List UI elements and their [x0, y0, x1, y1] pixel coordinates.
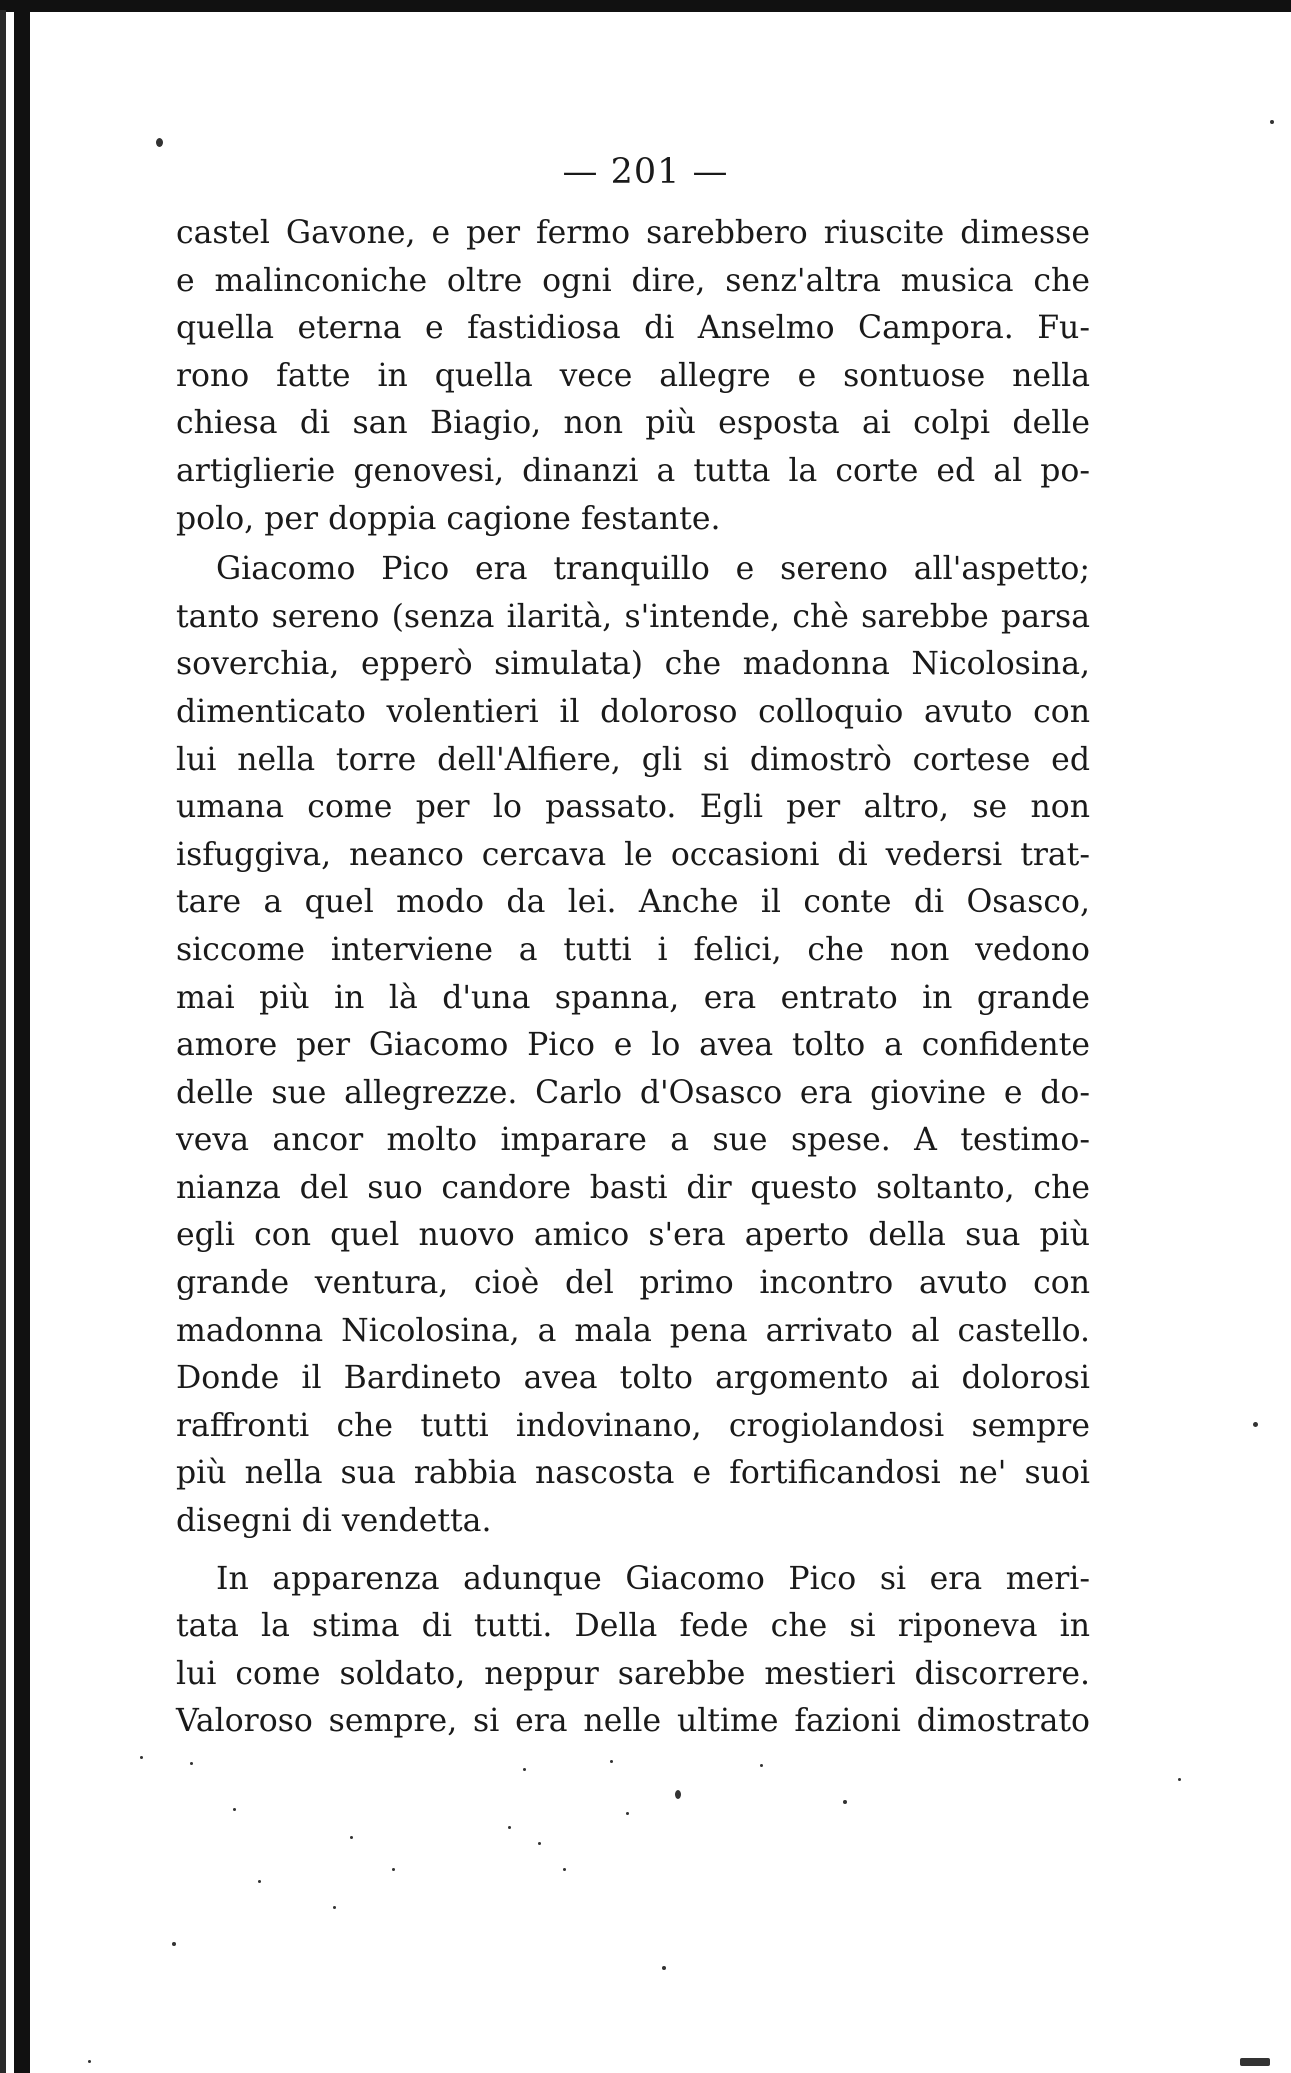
text-line: lui come soldato, neppur sarebbe mestieri discorrere. [176, 1655, 1090, 1692]
scan-speck [172, 1942, 176, 1946]
scan-speck [843, 1800, 847, 1804]
scan-speck [233, 1808, 236, 1811]
text-line: siccome interviene a tutti i felici, che non vedono [176, 931, 1090, 968]
text-line: e malinconiche oltre ogni dire, senz'altra musica che [176, 262, 1090, 299]
text-line: soverchia, epperò simulata) che madonna Nicolosina, [176, 646, 1090, 683]
scan-speck [1270, 120, 1274, 124]
scan-speck [563, 1868, 566, 1871]
text-line: Giacomo Pico era tranquillo e sereno all'aspetto; [216, 551, 1090, 588]
text-line: tanto sereno (senza ilarità, s'intende, chè sarebbe parsa [176, 598, 1090, 635]
text-line: disegni di vendetta. [176, 1503, 492, 1540]
scan-speck [350, 1836, 353, 1839]
text-line: madonna Nicolosina, a mala pena arrivato al castello. [176, 1312, 1090, 1349]
text-line: umana come per lo passato. Egli per altro, se non [176, 789, 1090, 826]
text-line: veva ancor molto imparare a sue spese. A testimo- [176, 1122, 1090, 1159]
text-line: Valoroso sempre, si era nelle ultime fazioni dimostrato [176, 1703, 1090, 1740]
scan-speck [675, 1790, 681, 1799]
text-line: raffronti che tutti indovinano, crogiolandosi sempre [176, 1407, 1090, 1444]
scan-speck [258, 1880, 261, 1883]
text-line: castel Gavone, e per fermo sarebbero riuscite dimesse [176, 215, 1090, 251]
page-number: — 201 — [562, 152, 729, 192]
scan-speck [508, 1826, 511, 1829]
page-body [176, 210, 1090, 1746]
text-line: polo, per doppia cagione festante. [176, 500, 721, 537]
scan-speck [662, 1966, 666, 1970]
scan-speck [1178, 1778, 1181, 1781]
scan-speck [626, 1812, 629, 1815]
scan-top-border [0, 0, 1291, 12]
scan-left-edge [0, 10, 6, 2073]
text-line: mai più in là d'una spanna, era entrato in grande [176, 979, 1090, 1016]
paragraph-1 [176, 210, 1090, 543]
text-line: In apparenza adunque Giacomo Pico si era meri- [216, 1560, 1090, 1597]
text-line: rono fatte in quella vece allegre e sontuose nella [176, 357, 1090, 394]
text-line: isfuggiva, neanco cercava le occasioni di vedersi trat- [176, 836, 1090, 873]
scan-speck [190, 1762, 193, 1765]
text-line: amore per Giacomo Pico e lo avea tolto a confidente [176, 1027, 1090, 1064]
scan-speck [392, 1868, 395, 1871]
scan-speck [140, 1756, 143, 1759]
scan-speck [610, 1760, 613, 1763]
scan-speck [156, 138, 163, 147]
text-line: artiglierie genovesi, dinanzi a tutta la corte ed al po- [176, 452, 1090, 489]
text-line: grande ventura, cioè del primo incontro avuto con [176, 1265, 1090, 1302]
text-line: egli con quel nuovo amico s'era aperto della sua più [176, 1217, 1090, 1254]
scan-left-border [14, 10, 30, 2073]
scan-speck [760, 1764, 763, 1767]
text-line: delle sue allegrezze. Carlo d'Osasco era giovine e do- [176, 1074, 1090, 1111]
scan-speck [538, 1842, 541, 1845]
text-line: Donde il Bardineto avea tolto argomento ai dolorosi [176, 1360, 1090, 1397]
scan-speck [1253, 1422, 1258, 1427]
text-line: dimenticato volentieri il doloroso colloquio avuto con [176, 693, 1090, 730]
paragraph-3 [176, 1556, 1090, 1746]
scan-speck [523, 1768, 526, 1771]
text-line: chiesa di san Biagio, non più esposta ai colpi delle [176, 405, 1090, 442]
scan-speck [88, 2060, 91, 2063]
scan-speck [333, 1906, 336, 1909]
text-line: nianza del suo candore basti dir questo soltanto, che [176, 1169, 1090, 1206]
text-line: quella eterna e fastidiosa di Anselmo Campora. Fu- [176, 310, 1090, 347]
text-line: lui nella torre dell'Alfiere, gli si dimostrò cortese ed [176, 741, 1090, 778]
paragraph-2 [176, 546, 1090, 1545]
text-line: tare a quel modo da lei. Anche il conte di Osasco, [176, 884, 1090, 921]
text-line: più nella sua rabbia nascosta e fortificandosi ne' suoi [176, 1455, 1090, 1492]
text-line: tata la stima di tutti. Della fede che si riponeva in [176, 1608, 1090, 1645]
scan-speck [1240, 2058, 1270, 2066]
